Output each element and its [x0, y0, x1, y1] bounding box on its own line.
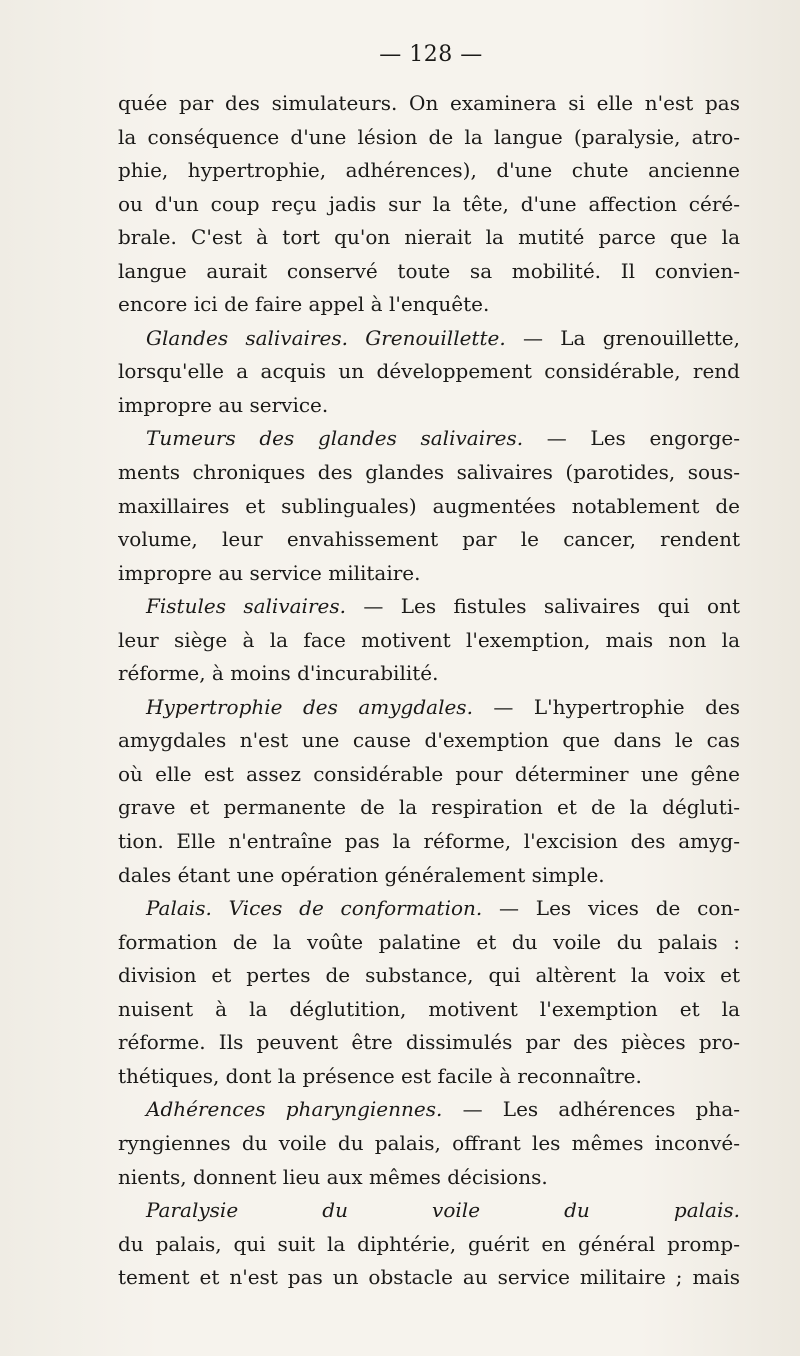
section-text: — L'hypertrophie des [472, 694, 740, 719]
text-line: amygdales n'est une cause d'exemption que dans le cas [118, 728, 740, 753]
section-line [118, 1093, 740, 1127]
text-line: impropre au service militaire. [118, 560, 421, 585]
text-line: thétiques, dont la présence est facile à reconnaître. [118, 1063, 642, 1088]
section-text: — Les adhérences pha- [442, 1097, 740, 1122]
section-line [118, 422, 740, 456]
text-line: brale. C'est à tort qu'on nierait la mutité parce que la [118, 225, 740, 250]
text-line: lorsqu'elle a acquis un développement considérable, rend [118, 359, 740, 384]
section-heading: Paralysie du voile du palais. [146, 1198, 740, 1223]
text-line: du palais, qui suit la diphtérie, guérit en général promp- [118, 1231, 740, 1256]
text-line: dales étant une opération généralement simple. [118, 862, 605, 887]
text-line: leur siège à la face motivent l'exemption, mais non la [118, 627, 740, 652]
section-text: — Les engorge- [523, 426, 740, 451]
text-line: tement et n'est pas un obstacle au service militaire ; mais [118, 1265, 740, 1290]
section-heading: Glandes salivaires. Grenouillette. [146, 325, 506, 350]
section-heading: Palais. Vices de conformation. [146, 896, 483, 921]
text-line: langue aurait conservé toute sa mobilité. Il convien- [118, 258, 740, 283]
text-line: tion. Elle n'entraîne pas la réforme, l'excision des amyg- [118, 829, 740, 854]
text-line: ou d'un coup reçu jadis sur la tête, d'une affection céré- [118, 191, 740, 216]
page-number: — 128 — [379, 42, 483, 67]
section-heading: Adhérences pharyngiennes. [146, 1097, 443, 1122]
section-line [118, 1194, 740, 1228]
section-line [118, 322, 740, 356]
section-text: — Les fistules salivaires qui ont [345, 594, 740, 619]
text-line: réforme. Ils peuvent être dissimulés par des pièces pro- [118, 1030, 740, 1055]
text-line: ryngiennes du voile du palais, offrant les mêmes inconvé- [118, 1130, 740, 1155]
text-line: grave et permanente de la respiration et de la dégluti- [118, 795, 740, 820]
text-line: où elle est assez considérable pour déterminer une gêne [118, 761, 740, 786]
section-line [118, 691, 740, 725]
section-text: — Les vices de con- [482, 896, 740, 921]
text-line: quée par des simulateurs. On examinera si elle n'est pas [118, 91, 740, 115]
text-line: ments chroniques des glandes salivaires (parotides, sous- [118, 460, 740, 485]
text-line: la conséquence d'une lésion de la langue (paralysie, atro- [118, 124, 740, 149]
text-line: maxillaires et sublinguales) augmentées notablement de [118, 493, 740, 518]
section-heading: Fistules salivaires. [146, 594, 346, 619]
section-heading: Hypertrophie des amygdales. [146, 694, 473, 719]
section-text: — La grenouillette, [505, 325, 740, 350]
body-text [118, 87, 740, 1295]
text-line: formation de la voûte palatine et du voile du palais : [118, 929, 740, 954]
text-line: phie, hypertrophie, adhérences), d'une chute ancienne [118, 158, 740, 183]
section-line [118, 892, 740, 926]
text-line: nuisent à la déglutition, motivent l'exemption et la [118, 996, 740, 1021]
text-line: nients, donnent lieu aux mêmes décisions. [118, 1164, 548, 1189]
text-line: encore ici de faire appel à l'enquête. [118, 292, 490, 317]
text-line: réforme, à moins d'incurabilité. [118, 661, 439, 686]
text-line: volume, leur envahissement par le cancer, rendent [118, 527, 740, 552]
text-line: impropre au service. [118, 392, 329, 417]
section-heading: Tumeurs des glandes salivaires. [146, 426, 524, 451]
section-line [118, 590, 740, 624]
text-line: division et pertes de substance, qui altèrent la voix et [118, 963, 740, 988]
